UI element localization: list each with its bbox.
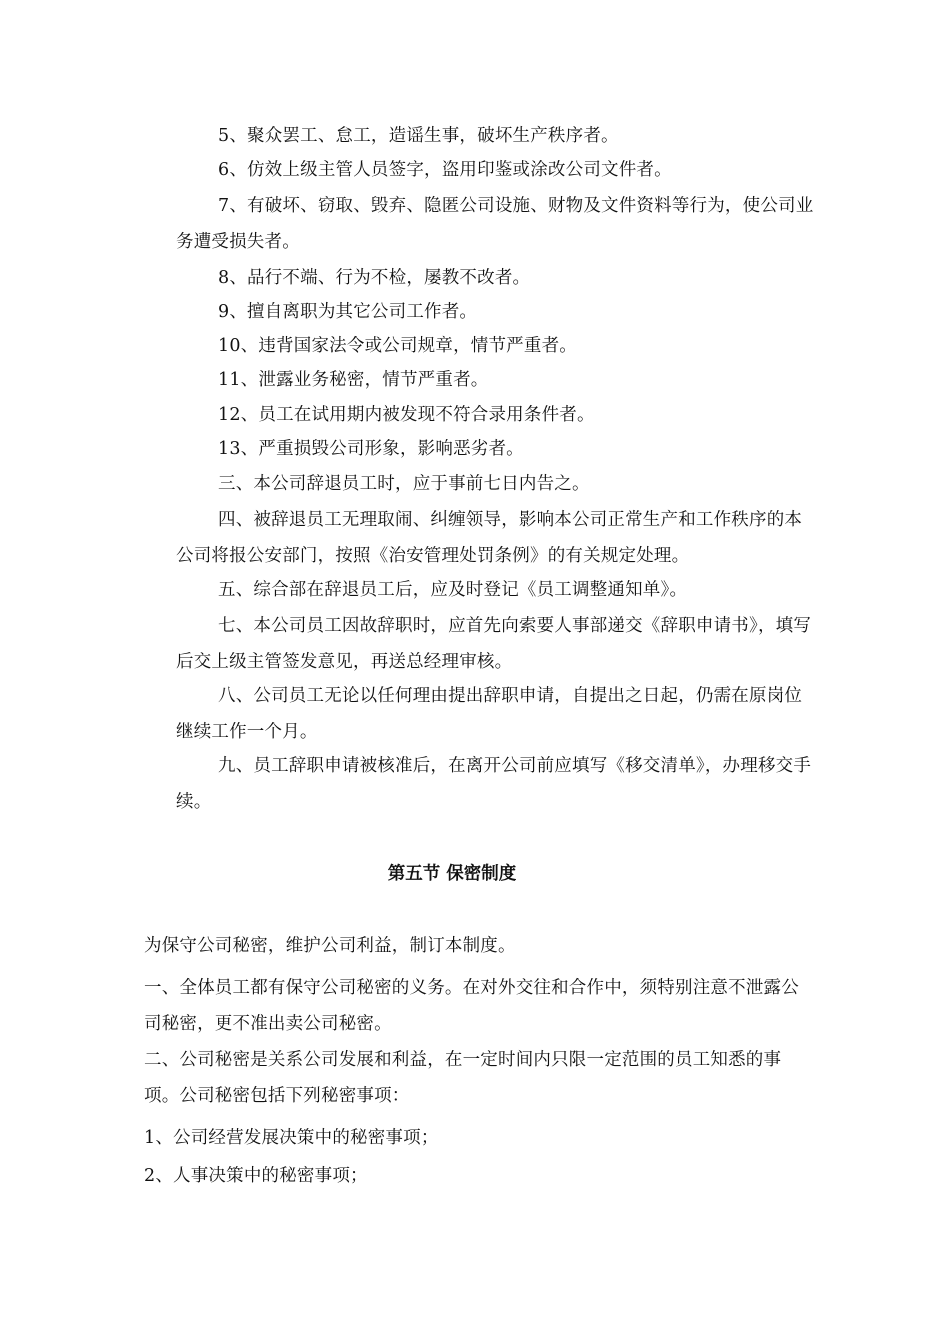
paragraph: 九、员工辞职申请被核准后，在离开公司前应填写《移交清单》，办理移交手续。 (176, 756, 812, 812)
paragraph: 五、综合部在辞退员工后，应及时登记《员工调整通知单》。 (218, 580, 688, 600)
paragraph: 12、员工在试用期内被发现不符合录用条件者。 (218, 405, 595, 425)
paragraph: 八、公司员工无论以任何理由提出辞职申请，自提出之日起，仍需在原岗位继续工作一个月。 (176, 686, 803, 742)
paragraph: 10、违背国家法令或公司规章，情节严重者。 (218, 336, 577, 356)
paragraph: 13、严重损毁公司形象，影响恶劣者。 (218, 439, 524, 459)
paragraph: 二、公司秘密是关系公司发展和利益，在一定时间内只限一定范围的员工知悉的事项。公司秘密包括下列秘密事项： (144, 1050, 782, 1106)
paragraph: 6、仿效上级主管人员签字，盗用印鉴或涂改公司文件者。 (218, 160, 672, 180)
paragraph: 11、泄露业务秘密，情节严重者。 (218, 370, 489, 390)
paragraph: 三、本公司辞退员工时，应于事前七日内告之。 (218, 474, 590, 494)
paragraph: 1、公司经营发展决策中的秘密事项； (144, 1128, 439, 1148)
paragraph: 四、被辞退员工无理取闹、纠缠领导，影响本公司正常生产和工作秩序的本公司将报公安部门，按照《治安管理处罚条例》的有关规定处理。 (176, 510, 803, 566)
paragraph: 7、有破坏、窃取、毁弃、隐匿公司设施、财物及文件资料等行为，使公司业务遭受损失者。 (176, 196, 814, 252)
paragraph: 一、全体员工都有保守公司秘密的义务。在对外交往和合作中，须特别注意不泄露公司秘密，更不准出卖公司秘密。 (144, 978, 799, 1034)
paragraph: 七、本公司员工因故辞职时，应首先向索要人事部递交《辞职申请书》，填写后交上级主管签发意见，再送总经理审核。 (176, 616, 812, 672)
paragraph: 为保守公司秘密，维护公司利益，制订本制度。 (144, 936, 516, 956)
paragraph: 2、人事决策中的秘密事项； (144, 1166, 368, 1186)
paragraph: 8、品行不端、行为不检，屡教不改者。 (218, 268, 531, 288)
section-heading: 第五节 保密制度 (387, 864, 517, 884)
paragraph: 5、聚众罢工、怠工，造谣生事，破坏生产秩序者。 (218, 126, 619, 146)
paragraph: 9、擅自离职为其它公司工作者。 (218, 302, 478, 322)
